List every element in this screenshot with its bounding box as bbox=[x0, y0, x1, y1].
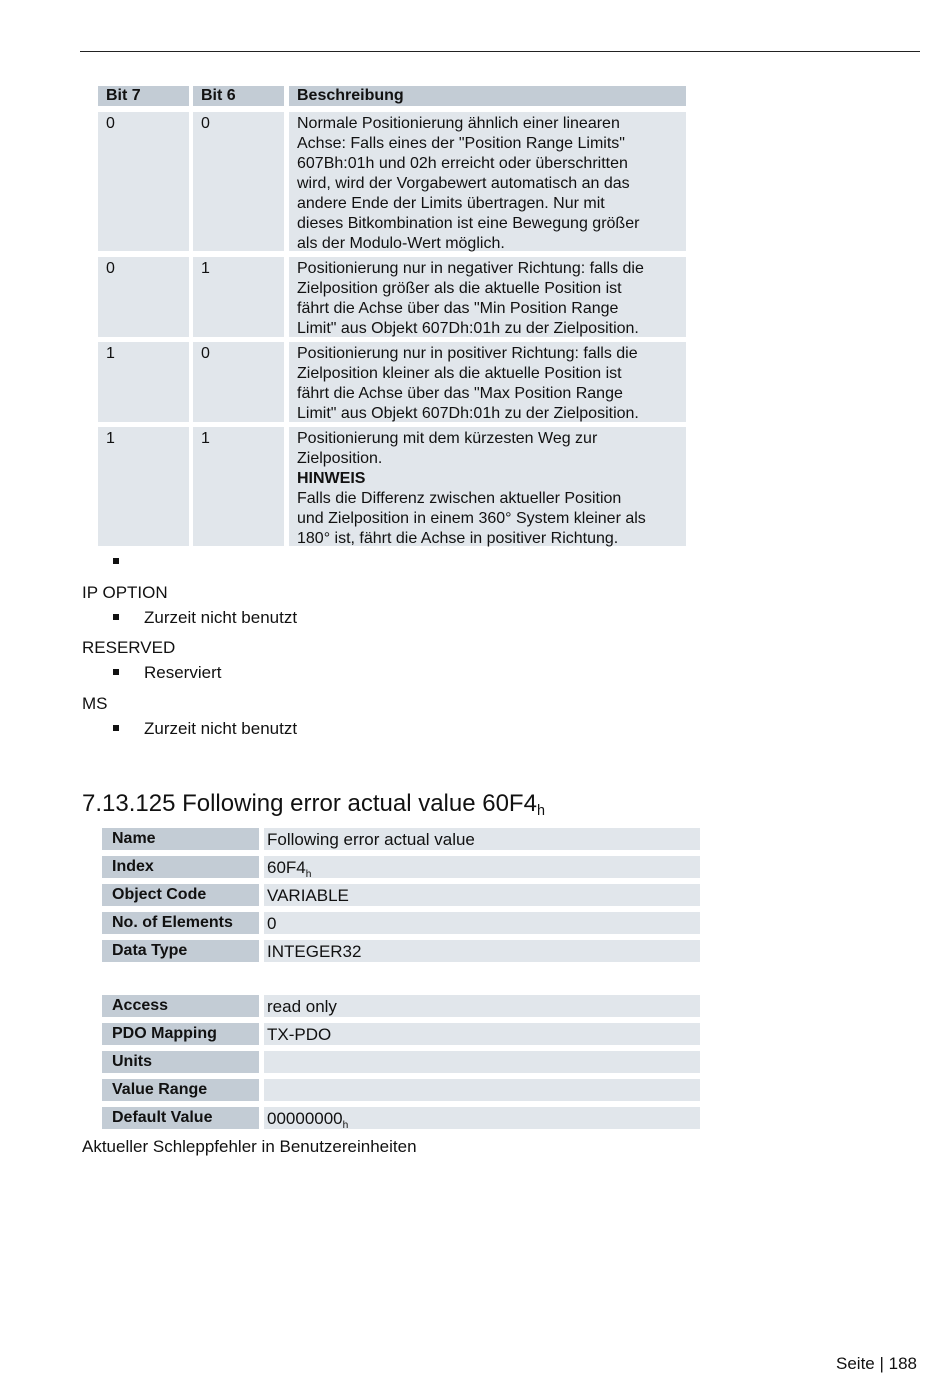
section-title-subscript: h bbox=[536, 803, 545, 819]
header-rule bbox=[80, 51, 920, 52]
description-header: Beschreibung bbox=[289, 86, 686, 106]
bullet-mark bbox=[113, 669, 119, 675]
row-key: Value Range bbox=[102, 1079, 259, 1101]
description-cell bbox=[289, 257, 686, 337]
text-line: fährt die Achse über das "Min Position Range bbox=[297, 300, 619, 317]
row-value bbox=[264, 856, 700, 878]
text-line: Zielposition größer als die aktuelle Position ist bbox=[297, 280, 622, 297]
reserved-label: RESERVED bbox=[82, 638, 176, 657]
text-line: Normale Positionierung ähnlich einer linearen bbox=[297, 115, 620, 132]
bit6-header: Bit 6 bbox=[193, 86, 284, 106]
object-description: Aktueller Schleppfehler in Benutzereinheiten bbox=[82, 1137, 417, 1156]
row-key: Default Value bbox=[102, 1107, 259, 1129]
row-key: Units bbox=[102, 1051, 259, 1073]
text-line: Limit" aus Objekt 607Dh:01h zu der Zielposition. bbox=[297, 320, 639, 337]
row-value bbox=[264, 828, 700, 850]
ms-label: MS bbox=[82, 694, 108, 713]
value-subscript: h bbox=[342, 1120, 349, 1131]
ms-bullet bbox=[113, 719, 297, 739]
table-row bbox=[102, 995, 700, 1023]
bit6-cell: 0 bbox=[193, 342, 284, 422]
row-key: Index bbox=[102, 856, 259, 878]
value-text: TX-PDO bbox=[267, 1025, 332, 1044]
row-value bbox=[264, 1051, 700, 1073]
reserved-bullet bbox=[113, 663, 221, 683]
ip-option-bullet bbox=[113, 608, 297, 628]
text-line: Falls die Differenz zwischen aktueller Position bbox=[297, 490, 622, 507]
bit7-header: Bit 7 bbox=[98, 86, 189, 106]
bit6-cell: 0 bbox=[193, 112, 284, 251]
bullet-mark bbox=[113, 725, 119, 731]
bit7-cell: 1 bbox=[98, 342, 189, 422]
value-text: Following error actual value bbox=[267, 830, 475, 849]
bit6-cell: 1 bbox=[193, 257, 284, 337]
value-text: 00000000 bbox=[267, 1109, 343, 1128]
note-title: HINWEIS bbox=[297, 470, 366, 487]
text-line: Positionierung mit dem kürzesten Weg zur bbox=[297, 430, 598, 447]
row-value bbox=[264, 912, 700, 934]
section-title-text: 7.13.125 Following error actual value 60F4 bbox=[82, 790, 537, 817]
row-value bbox=[264, 1107, 700, 1129]
bullet-text: Zurzeit nicht benutzt bbox=[144, 608, 298, 627]
table-row bbox=[102, 940, 700, 968]
bullet-mark bbox=[113, 614, 119, 620]
bit7-cell: 0 bbox=[98, 112, 189, 251]
bit7-cell: 1 bbox=[98, 427, 189, 546]
row-key: Access bbox=[102, 995, 259, 1017]
object-table-access bbox=[102, 995, 700, 1135]
row-value bbox=[264, 940, 700, 962]
text-line: als der Modulo-Wert möglich. bbox=[297, 235, 505, 252]
text-line: Limit" aus Objekt 607Dh:01h zu der Zielposition. bbox=[297, 405, 639, 422]
text-line: Zielposition kleiner als die aktuelle Position ist bbox=[297, 365, 622, 382]
row-value bbox=[264, 995, 700, 1017]
value-subscript: h bbox=[305, 869, 312, 880]
table-row bbox=[102, 828, 700, 856]
table-row bbox=[102, 1051, 700, 1079]
row-key: Name bbox=[102, 828, 259, 850]
row-key: PDO Mapping bbox=[102, 1023, 259, 1045]
bullet-text: Zurzeit nicht benutzt bbox=[144, 719, 298, 738]
value-text: 60F4 bbox=[267, 858, 306, 877]
text-line: Positionierung nur in negativer Richtung: falls die bbox=[297, 260, 644, 277]
section-title bbox=[82, 790, 545, 825]
text-line: Positionierung nur in positiver Richtung: falls die bbox=[297, 345, 638, 362]
text-line: 607Bh:01h und 02h erreicht oder überschritten bbox=[297, 155, 628, 172]
text-line: fährt die Achse über das "Max Position Range bbox=[297, 385, 623, 402]
value-text: 0 bbox=[267, 914, 277, 933]
text-line: und Zielposition in einem 360° System kleiner als bbox=[297, 510, 646, 527]
text-line: dieses Bitkombination ist eine Bewegung größer bbox=[297, 215, 640, 232]
value-text: VARIABLE bbox=[267, 886, 349, 905]
row-value bbox=[264, 1023, 700, 1045]
text-line: wird, wird der Vorgabewert automatisch an das bbox=[297, 175, 630, 192]
object-table-main bbox=[102, 828, 700, 968]
bit7-cell: 0 bbox=[98, 257, 189, 337]
row-value bbox=[264, 884, 700, 906]
table-row bbox=[102, 856, 700, 884]
ip-option-label: IP OPTION bbox=[82, 583, 168, 602]
table-row bbox=[102, 1107, 700, 1135]
bit6-cell: 1 bbox=[193, 427, 284, 546]
table-row bbox=[102, 1023, 700, 1051]
description-cell bbox=[289, 112, 686, 251]
row-key: No. of Elements bbox=[102, 912, 259, 934]
value-text: INTEGER32 bbox=[267, 942, 362, 961]
text-line: Achse: Falls eines der "Position Range Limits" bbox=[297, 135, 625, 152]
bullet-mark bbox=[113, 558, 119, 564]
table-row bbox=[102, 884, 700, 912]
description-cell bbox=[289, 427, 686, 546]
table-row bbox=[102, 912, 700, 940]
text-line: Zielposition. bbox=[297, 450, 383, 467]
row-key: Data Type bbox=[102, 940, 259, 962]
text-line: andere Ende der Limits übertragen. Nur mit bbox=[297, 195, 605, 212]
bullet-text: Reserviert bbox=[144, 663, 222, 682]
value-text: read only bbox=[267, 997, 337, 1016]
text-line: 180° ist, fährt die Achse in positiver Richtung. bbox=[297, 530, 619, 547]
description-cell bbox=[289, 342, 686, 422]
table-row bbox=[102, 1079, 700, 1107]
page-number: Seite | 188 bbox=[836, 1354, 917, 1373]
row-key: Object Code bbox=[102, 884, 259, 906]
row-value bbox=[264, 1079, 700, 1101]
empty-bullet bbox=[113, 552, 144, 572]
